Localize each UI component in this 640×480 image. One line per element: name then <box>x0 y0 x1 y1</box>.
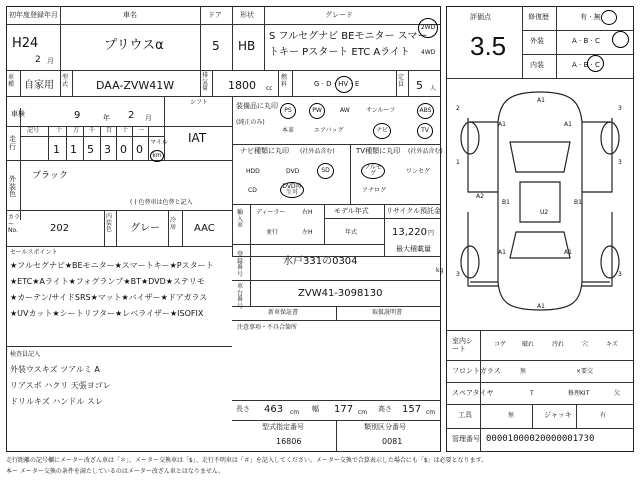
interior-item-2: 破れ <box>522 341 535 348</box>
class-no-label: 類別区分番号 <box>364 423 406 431</box>
fuel-options: G · D · HV · E <box>314 80 360 88</box>
carname-label: 車名 <box>123 11 137 19</box>
navi-dvd-play: DVD再生可 <box>280 182 304 198</box>
car-damage-diagram <box>448 82 632 322</box>
fuel-hv-circle <box>335 76 353 93</box>
max-load-label: 最大積載量 <box>396 245 431 253</box>
equipment-label: 装備品に丸印 <box>236 102 278 110</box>
sales-label: セールスポイント <box>10 249 58 256</box>
chassis-value: ZVW41-3098130 <box>298 288 383 299</box>
repair-label: 修復歴 <box>528 13 549 21</box>
int-grade-circle <box>587 55 604 72</box>
len-label: 長さ <box>236 405 250 413</box>
color-code-label: カラー No. <box>8 214 21 235</box>
inspector-line-1: 外装ウスキズ ツアルミ A <box>10 365 100 374</box>
diagram-mark-4: A2 <box>476 193 484 200</box>
interior-item-5: キズ <box>606 341 618 348</box>
carname-value: プリウスα <box>104 38 164 53</box>
equip-navi: ナビ <box>373 123 391 139</box>
int-grade-options: A · B · C <box>572 61 600 69</box>
equip-sunroof: サンルーフ <box>366 107 396 114</box>
mileage-header-7: マイル <box>150 139 168 146</box>
diagram-mark-10: A1 <box>537 303 545 310</box>
int-color-label: 内装色 <box>106 213 113 234</box>
inspection-year: 9 <box>74 110 81 121</box>
mileage-label: 走行 <box>9 135 16 151</box>
len-unit: cm <box>290 409 300 416</box>
model-year-value: 年式 <box>345 229 358 236</box>
equip-tv: TV <box>417 123 433 139</box>
use-label: 車種 <box>8 74 15 88</box>
equip-leather: 本革 <box>282 127 295 134</box>
cap-value: 5 <box>416 79 423 92</box>
shift-value: IAT <box>188 131 207 145</box>
mileage-digit-3: 5 <box>87 143 94 156</box>
spare-missing: 欠 <box>614 390 621 397</box>
chassis-label: 車台番号 <box>237 283 244 310</box>
mileage-digit-6: 0 <box>136 143 143 156</box>
first-reg-month: 2 <box>35 55 41 65</box>
recycle-unit: 円 <box>428 230 435 237</box>
mileage-digit-2: 1 <box>70 143 77 156</box>
jack-label: ジャッキ <box>544 411 572 419</box>
model-label: 型式 <box>62 74 69 88</box>
import-lhd: 左H <box>302 229 313 236</box>
mgmt-label: 管理番号 <box>452 435 480 443</box>
recycle-value: 13,220 <box>392 227 427 238</box>
glass-replace: ×要交 <box>576 368 594 375</box>
int-grade-label: 内装 <box>530 61 544 69</box>
mileage-header-0: 記号 <box>27 127 40 134</box>
ac-label: 冷房 <box>170 217 177 231</box>
interior-item-4: 穴 <box>582 341 589 348</box>
seat-label-3: 1 <box>456 159 460 166</box>
ext-grade-options: A · B · C <box>572 37 600 45</box>
inspector-line-2: リアスポ ハクリ 天張ヨゴレ <box>10 381 111 390</box>
type-no-label: 型式指定番号 <box>262 423 304 431</box>
grade-line-1: S フルセグナビ BEモニター スマー <box>269 31 428 42</box>
equip-airbag: エアバッグ <box>314 127 344 134</box>
spare-label: スペアタイヤ <box>452 389 494 397</box>
diagram-mark-3: A1 <box>564 121 572 128</box>
hgt-value: 157 <box>402 404 422 415</box>
tv-oneseg: ワンセグ <box>406 168 431 175</box>
mileage-digit-5: 0 <box>120 143 127 156</box>
equip-pw: PW <box>309 103 325 119</box>
len-value: 463 <box>264 404 284 415</box>
import-parallel: 並行 <box>266 229 279 236</box>
tools-label: 工具 <box>458 411 472 419</box>
inspector-line-3: ドリルキズ ハンドル スレ <box>10 397 103 406</box>
seat-label-4: 3 <box>618 159 622 166</box>
import-rhd: 右H <box>302 209 313 216</box>
ac-value: AAC <box>194 223 215 234</box>
navi-cd: CD <box>248 187 257 194</box>
grade-score-value: 3.5 <box>470 31 507 61</box>
mileage-header-4: 百 <box>106 127 113 134</box>
mgmt-value: 00001000020000001730 <box>486 434 595 444</box>
recycle-label: リサイクル預託金 <box>386 207 442 215</box>
hgt-unit: cm <box>426 409 436 416</box>
import-dealer: ディーラー <box>256 209 286 216</box>
glass-label: フロントガラス <box>452 367 501 375</box>
tv-label: TV種類に丸印 <box>356 147 401 155</box>
manual-label: 取扱説明書 <box>372 309 403 316</box>
wid-value: 177 <box>334 404 354 415</box>
import-label: 輸入車 <box>237 209 244 230</box>
equipment-sub: (純正のみ) <box>236 119 265 126</box>
exterior-label: 外装色 <box>9 175 16 199</box>
navi-sub: (社外品含む) <box>300 148 335 155</box>
spare-t: T <box>530 390 534 397</box>
diagram-mark-9: A1 <box>564 249 572 256</box>
model-value: DAA-ZVW41W <box>96 79 175 92</box>
diagram-mark-1: A1 <box>537 97 545 104</box>
navi-dvd: DVD <box>286 168 300 175</box>
max-load-unit: kg <box>436 267 444 274</box>
mileage-unit-km: km <box>150 150 164 162</box>
first-reg-year: H24 <box>12 36 39 51</box>
mileage-digit-4: 3 <box>104 143 111 156</box>
interior-seat-label: 室内シート <box>452 337 473 353</box>
mileage-header-1: 十 <box>56 127 63 134</box>
exterior-value: ブラック <box>32 171 68 181</box>
grade-score-label: 評価点 <box>470 13 491 21</box>
inspection-label: 車検 <box>11 110 25 118</box>
footer-line-1: 走行距離の記号欄にメーター改ざん車は「＊」、メーター交換車は「$」、走行不明車は「＃」を記入してください。メーター交換で合算表示した場合にも「$」は必要となります。 <box>6 457 488 464</box>
exterior-note: ( ) 色替車は色替と記入 <box>130 199 193 206</box>
mileage-digit-1: 1 <box>53 143 60 156</box>
grade-label: グレード <box>325 11 353 19</box>
plate-value: 水戸331の0304 <box>283 256 358 267</box>
notes-label: 注意事項・不具合箇所 <box>237 324 298 331</box>
diagram-mark-2: A1 <box>498 121 506 128</box>
disp-label: 排気量 <box>202 72 209 93</box>
sales-line-1: ★フルセグナビ★BEモニター★スマートキー★Pスタート <box>10 261 214 270</box>
ext-grade-label: 外装 <box>530 37 544 45</box>
type-no-value: 16806 <box>276 437 302 446</box>
glass-none: 無 <box>520 368 527 375</box>
interior-item-3: 汚れ <box>552 341 565 348</box>
tv-sub: (社外品含む) <box>408 148 443 155</box>
spare-kit: 修理KIT <box>568 390 590 397</box>
mileage-header-5: 十 <box>122 127 129 134</box>
warranty-label: 新車保証書 <box>268 309 299 316</box>
repair-none-circle <box>601 10 617 25</box>
sales-line-2: ★ETC★Aライト★フォグランプ★BT★DVD★ステリモ <box>10 277 205 286</box>
tools-value: 無 <box>508 412 515 419</box>
inspection-month: 2 <box>128 110 135 121</box>
shift-label: シフト <box>190 99 209 106</box>
plate-label: 登録番号 <box>237 251 244 278</box>
diagram-mark-8: A1 <box>498 249 506 256</box>
cap-label: 定員 <box>398 74 405 88</box>
footer-line-2: 本ー メーター交換の条件を満たしているのはメーター改ざん車とはなりません。 <box>6 468 225 475</box>
mileage-header-2: 万 <box>73 127 80 134</box>
drive-2wd: 2WD <box>418 18 438 38</box>
drive-4wd: 4WD <box>421 49 436 56</box>
navi-sd: SD <box>317 163 334 179</box>
seat-label-1: 2 <box>456 105 460 112</box>
disp-value: 1800 <box>228 79 256 92</box>
diagram-mark-6: U2 <box>540 209 549 216</box>
sales-line-3: ★カーテン/サイドSRS★マット★バイザー★ドアガラス <box>10 293 208 302</box>
grade-line-2: トキー Pスタート ETC Aライト <box>269 47 410 58</box>
mileage-header-6: 一 <box>138 127 145 134</box>
first-reg-label: 初年度登録年月 <box>9 11 58 19</box>
equip-aw: AW <box>340 107 350 114</box>
inspector-label: 検査員記入 <box>10 351 41 358</box>
equip-ps: PS <box>280 103 296 119</box>
shape-value: HB <box>238 39 256 53</box>
jack-value: 有 <box>600 412 607 419</box>
ext-grade-circle <box>612 31 629 48</box>
inspection-month-unit: 月 <box>145 114 152 122</box>
diagram-mark-7: B1 <box>574 199 582 206</box>
disp-unit: cc <box>266 85 273 92</box>
int-color-value: グレー <box>130 223 160 234</box>
fuel-label: 燃料 <box>281 74 288 88</box>
navi-label: ナビ種類に丸印 <box>240 147 289 155</box>
repair-options: 有 · 無 <box>580 13 601 21</box>
first-reg-month-unit: 月 <box>47 57 54 65</box>
inspection-year-unit: 年 <box>103 114 110 122</box>
navi-hdd: HDD <box>246 168 260 175</box>
mileage-header-3: 千 <box>89 127 96 134</box>
wid-label: 幅 <box>312 405 319 413</box>
sales-line-4: ★UVカット★シートリフター★レベライザー★ISOFIX <box>10 309 204 318</box>
equip-abs: ABS <box>417 103 434 119</box>
seat-label-2: 3 <box>618 105 622 112</box>
use-value: 自家用 <box>24 80 54 91</box>
hgt-label: 高さ <box>378 405 392 413</box>
diagram-mark-5: B1 <box>502 199 510 206</box>
wid-unit: cm <box>358 409 368 416</box>
color-code-value: 202 <box>50 223 70 234</box>
seat-label-6: 3 <box>618 271 622 278</box>
class-no-value: 0081 <box>382 437 403 446</box>
tv-fullseg: フルセグ <box>361 163 385 179</box>
door-value: 5 <box>212 39 220 53</box>
seat-label-5: 3 <box>456 271 460 278</box>
shape-label: 形状 <box>240 11 254 19</box>
interior-item-1: コゲ <box>494 341 507 348</box>
cap-unit: 人 <box>430 85 437 92</box>
door-label: ドア <box>208 11 222 19</box>
tv-analog: アナログ <box>362 187 387 194</box>
model-year-label: モデル年式 <box>334 207 369 215</box>
